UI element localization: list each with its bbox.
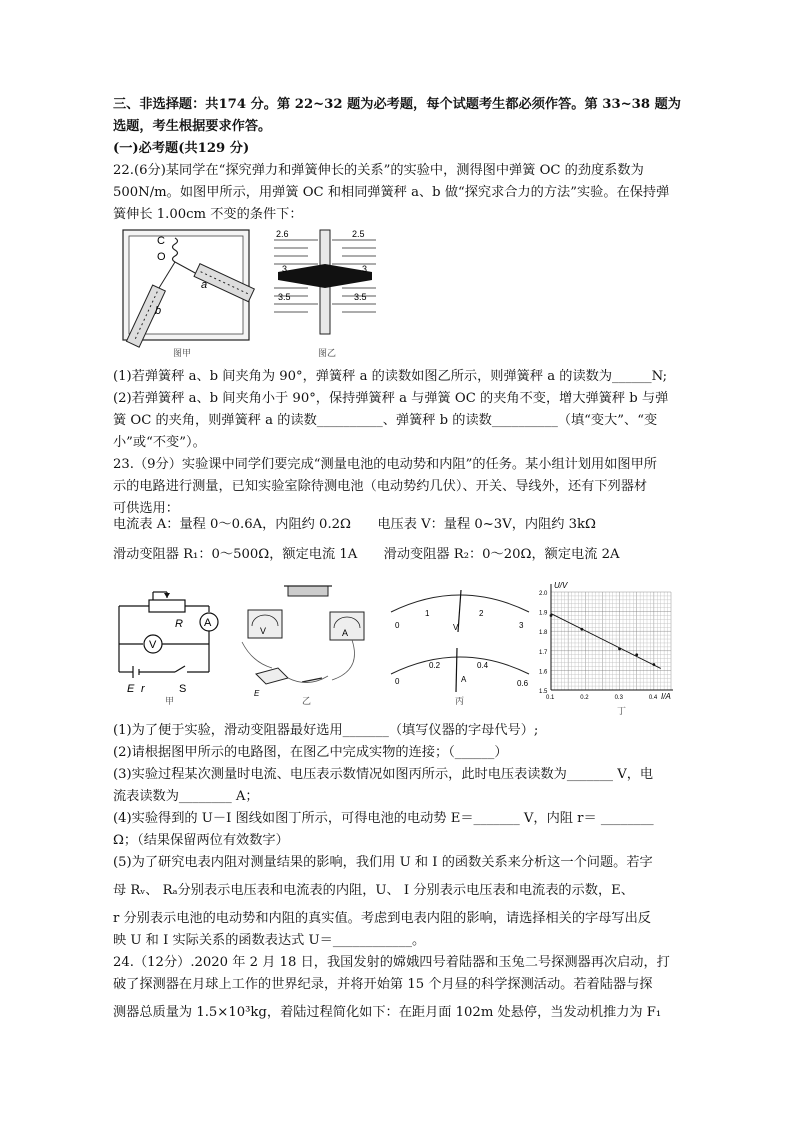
q23-figure-ding-chart [537, 578, 677, 718]
a-unit-label: A [461, 675, 467, 684]
q22-part2-line2: 簧 OC 的夹角，则弹簧秤 a 的读数__________、弹簧秤 b 的读数__________（填“变大”、“变 [113, 413, 658, 428]
q23-equipment-line2: 滑动变阻器 R₁：0～500Ω，额定电流 1A 滑动变阻器 R₂：0～20Ω，额定电流 2A [113, 547, 620, 562]
q23-figure-bing-meters [385, 582, 535, 706]
label-r-rheostat: R [175, 618, 183, 630]
chart-data-point [635, 653, 638, 656]
caption-circuit-jia: 甲 [165, 696, 175, 706]
rheostat-icon [288, 586, 328, 596]
voltmeter-device [248, 610, 282, 638]
tick-2-5: 2.5 [352, 229, 365, 239]
q23-part5-line3: r 分别表示电池的电动势和内阻的真实值。考虑到电表内阻的影响，请选择相关的字母写出反 [113, 911, 651, 926]
caption-yi: 图乙 [318, 348, 337, 358]
q23-part4-line2: Ω；（结果保留两位有效数字） [113, 833, 289, 848]
section-heading-line1: 三、非选择题：共174 分。第 22~32 题为必考题，每个试题考生都必须作答。第 33~38 题为 [113, 97, 681, 112]
q23-line1: 23.（9分）实验课中同学们要完成“测量电池的电动势和内阻”的任务。某小组计划用如图甲所 [113, 457, 657, 472]
chart-x-tick-label: 0.1 [546, 695, 555, 701]
chart-y-tick-label: 1.9 [539, 610, 548, 617]
q23-part5-line4: 映 U 和 I 实际关系的函数表达式 U＝____________。 [113, 933, 426, 948]
chart-data-point [580, 628, 583, 631]
q23-line2: 示的电路进行测量，已知实验室除待测电池（电动势约几伏）、开关、导线外，还有下列器材 [113, 479, 648, 494]
chart-y-label: U/V [554, 581, 568, 590]
q23-part3-line1: (3)实验过程某次测量时电流、电压表示数情况如图丙所示，此时电压表读数为_______ V，电 [113, 767, 654, 782]
chart-x-tick-label: 0.3 [614, 695, 623, 701]
tick-3-5-right: 3.5 [354, 292, 367, 302]
voltmeter-icon: V [149, 639, 157, 651]
q23-figure-jia-circuit [113, 582, 225, 706]
section-heading-line2: 选题，考生根据要求作答。 [113, 119, 272, 134]
label-e-device: E [254, 689, 260, 698]
chart-y-tick-label: 1.6 [539, 669, 548, 676]
label-switch: S [179, 683, 187, 695]
label-a: a [201, 279, 208, 291]
tick-3-right: 3 [362, 264, 368, 274]
q22-part2-line3: 小”或“不变”）。 [113, 435, 206, 450]
v-tick-1: 1 [425, 609, 430, 618]
v-tick-2: 2 [479, 609, 484, 618]
v-tick-3: 3 [519, 621, 524, 630]
section-subheading: (一)必考题(共129 分) [113, 141, 250, 156]
q22-figure-jia [115, 226, 265, 361]
svg-text:V: V [260, 626, 267, 636]
svg-text:A: A [342, 628, 349, 638]
label-o: O [157, 251, 166, 263]
q22-figure-yi [268, 226, 388, 361]
q22-part1: (1)若弹簧秤 a、b 间夹角为 90°，弹簧秤 a 的读数如图乙所示，则弹簧秤 a 的读数为______N; [113, 369, 668, 384]
caption-jia: 图甲 [173, 348, 192, 358]
chart-data-point [618, 647, 621, 650]
chart-y-tick-label: 1.8 [539, 630, 548, 637]
q23-figure-yi-apparatus [232, 582, 382, 706]
q22-line2: 500N/m。如图甲所示，用弹簧 OC 和相同弹簧秤 a、b 做“探究求合力的方法”实验。在保持弹 [113, 185, 670, 200]
a-tick-02: 0.2 [429, 661, 441, 670]
label-r-internal: r [141, 683, 145, 695]
v-tick-0: 0 [395, 621, 400, 630]
caption-ding: 丁 [617, 706, 627, 716]
chart-y-tick-label: 1.5 [539, 689, 548, 695]
q23-part2: (2)请根据图甲所示的电路图，在图乙中完成实物的连接；（______） [113, 745, 508, 760]
q23-part5-line2: 母 Rᵥ、 Rₐ分别表示电压表和电流表的内阻，U、 I 分别表示电压表和电流表的示数，E、 [113, 883, 634, 898]
tick-3-left: 3 [282, 264, 288, 274]
chart-data-point [550, 614, 553, 617]
q22-part2-line1: (2)若弹簧秤 a、b 间夹角小于 90°，保持弹簧秤 a 与弹簧 OC 的夹角不变，增大弹簧秤 b 与弹 [113, 391, 669, 406]
tick-2-6: 2.6 [276, 229, 289, 239]
q23-part5-line1: (5)为了研究电表内阻对测量结果的影响，我们用 U 和 I 的函数关系来分析这一个问题。若字 [113, 855, 653, 870]
a-tick-04: 0.4 [477, 661, 489, 670]
caption-bing: 丙 [455, 696, 465, 706]
q23-part4-line1: (4)实验得到的 U－I 图线如图丁所示，可得电池的电动势 E＝_______ V，内阻 r＝ ________ [113, 811, 654, 826]
battery-device [256, 668, 288, 684]
chart-x-tick-label: 0.4 [648, 695, 658, 701]
tick-3-5-left: 3.5 [278, 292, 291, 302]
q23-equipment-line1: 电流表 A：量程 0～0.6A，内阻约 0.2Ω 电压表 V：量程 0~3V，内阻约 3kΩ [113, 517, 596, 532]
q23-part1: (1)为了便于实验，滑动变阻器最好选用_______（填写仪器的字母代号）; [113, 723, 539, 738]
label-e: E [127, 683, 135, 695]
q23-line3: 可供选用： [113, 501, 179, 516]
chart-data-point [652, 663, 655, 666]
ammeter-device [330, 612, 364, 640]
chart-y-tick-label: 2.0 [539, 591, 548, 597]
chart-x-label: I/A [661, 692, 671, 701]
voltmeter-needle [458, 590, 461, 632]
caption-apparatus-yi: 乙 [302, 696, 312, 706]
q22-line3: 簧伸长 1.00cm 不变的条件下： [113, 207, 303, 222]
chart-y-tick-label: 1.7 [539, 649, 548, 656]
label-c: C [157, 235, 165, 247]
q24-line2: 破了探测器在月球上工作的世界纪录，并将开始第 15 个月昼的科学探测活动。若着陆器与探 [113, 977, 653, 992]
a-tick-0: 0 [395, 677, 400, 686]
a-tick-06: 0.6 [517, 679, 529, 688]
ammeter-icon: A [204, 617, 212, 629]
q22-line1: 22.(6分)某同学在“探究弹力和弹簧伸长的关系”的实验中，测得图中弹簧 OC 的劲度系数为 [113, 163, 644, 178]
v-unit-label: V [453, 623, 459, 632]
q24-line3: 测器总质量为 1.5×10³kg，着陆过程简化如下：在距月面 102m 处悬停，当发动机推力为 F₁ [113, 1005, 662, 1020]
ammeter-needle [456, 648, 457, 692]
label-b: b [155, 305, 162, 317]
q24-line1: 24.（12分）.2020 年 2 月 18 日，我国发射的嫦娥四号着陆器和玉兔二号探测器再次启动，打 [113, 955, 670, 970]
q23-part3-line2: 流表读数为________ A； [113, 789, 259, 804]
chart-x-tick-label: 0.2 [580, 695, 589, 701]
